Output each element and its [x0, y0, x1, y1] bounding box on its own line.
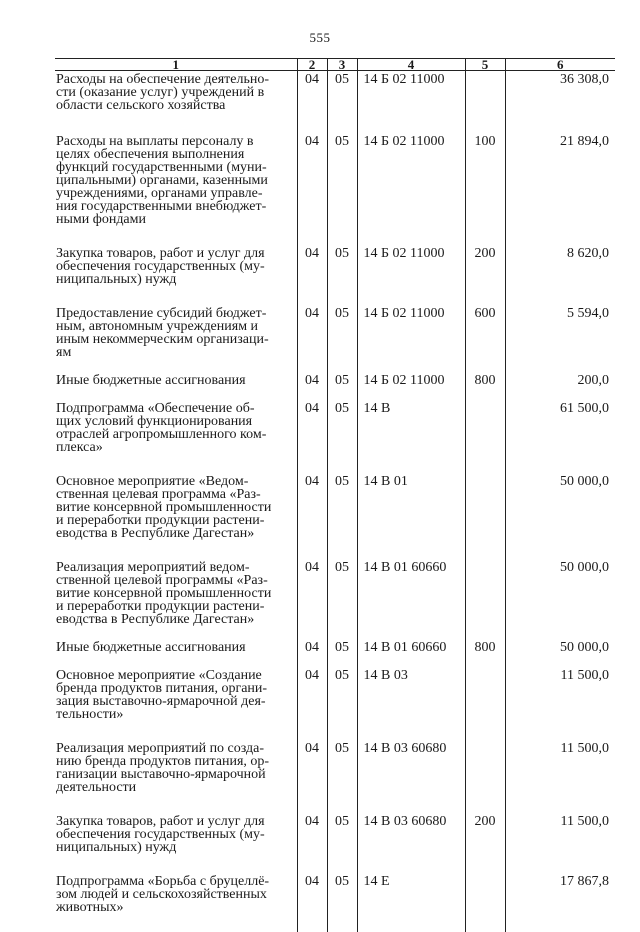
subsection-code-cell: 05 — [327, 794, 357, 854]
section-code-cell: 04 — [297, 359, 327, 387]
section-code-cell: 04 — [297, 794, 327, 854]
expense-type-cell: 600 — [465, 286, 505, 359]
table-row — [55, 794, 615, 854]
target-article-cell: 14 Б 02 11000 — [357, 71, 465, 113]
subsection-code-cell: 05 — [327, 226, 357, 286]
amount-cell: 11 500,0 — [505, 794, 615, 854]
table-row — [55, 654, 615, 721]
subsection-code-cell: 05 — [327, 71, 357, 113]
amount-cell: 50 000,0 — [505, 454, 615, 540]
page-number: 555 — [309, 30, 331, 45]
subsection-code-cell: 05 — [327, 454, 357, 540]
expense-type-cell — [465, 721, 505, 794]
column-header: 6 — [505, 59, 615, 71]
row-name-cell: Подпрограмма «Обеспечение об- щих условий функционирования отраслей агропромышленного ком- плекса» — [56, 401, 267, 455]
subsection-code-cell: 05 — [327, 721, 357, 794]
section-code-cell: 04 — [297, 721, 327, 794]
subsection-code-cell: 05 — [327, 387, 357, 454]
target-article-cell: 14 В 03 60680 — [357, 721, 465, 794]
target-article-cell: 14 Б 02 11000 — [357, 226, 465, 286]
amount-cell: 11 500,0 — [505, 721, 615, 794]
target-article-cell: 14 В — [357, 387, 465, 454]
expense-type-cell: 200 — [465, 226, 505, 286]
target-article-cell: 14 Б 02 11000 — [357, 112, 465, 226]
section-code-cell: 04 — [297, 226, 327, 286]
table-row — [55, 540, 615, 626]
expense-type-cell: 800 — [465, 626, 505, 654]
row-name-cell: Подпрограмма «Борьба с бруцеллё- зом людей и сельскохозяйственных животных» — [56, 874, 270, 915]
target-article-cell: 14 Б 02 11000 — [357, 359, 465, 387]
subsection-code-cell: 05 — [327, 540, 357, 626]
row-name-cell: Иные бюджетные ассигнования — [56, 373, 246, 388]
subsection-code-cell: 05 — [327, 626, 357, 654]
amount-cell: 8 620,0 — [505, 226, 615, 286]
subsection-code-cell: 05 — [327, 286, 357, 359]
table-row — [55, 112, 615, 226]
amount-cell: 200,0 — [505, 359, 615, 387]
amount-cell: 61 500,0 — [505, 387, 615, 454]
column-header: 4 — [357, 59, 465, 71]
row-name-cell: Реализация мероприятий по созда- нию бренда продуктов питания, ор- ганизации выставочно-ярмарочной деятельности — [56, 741, 270, 795]
row-name-cell: Реализация мероприятий ведом- ственной целевой программы «Раз- витие консервной промышленности и переработки продукции растени- еводства в Республике Дагестан» — [56, 560, 272, 627]
expense-type-cell — [465, 387, 505, 454]
amount-cell: 21 894,0 — [505, 112, 615, 226]
table-row — [55, 454, 615, 540]
section-code-cell: 04 — [297, 387, 327, 454]
section-code-cell: 04 — [297, 286, 327, 359]
table-row — [55, 721, 615, 794]
section-code-cell: 04 — [297, 626, 327, 654]
target-article-cell: 14 В 01 60660 — [357, 540, 465, 626]
subsection-code-cell: 05 — [327, 359, 357, 387]
table-row — [55, 71, 615, 113]
section-code-cell: 04 — [297, 654, 327, 721]
table-row — [55, 359, 615, 387]
amount-cell: 11 500,0 — [505, 654, 615, 721]
subsection-code-cell: 05 — [327, 654, 357, 721]
section-code-cell: 04 — [297, 112, 327, 226]
table-row — [55, 286, 615, 359]
expense-type-cell: 200 — [465, 794, 505, 854]
target-article-cell: 14 Е — [357, 854, 465, 932]
row-name-cell: Иные бюджетные ассигнования — [56, 640, 246, 655]
row-name-cell: Основное мероприятие «Создание бренда продуктов питания, органи- зация выставочно-ярмарочной дея- тельности» — [56, 668, 268, 722]
expense-type-cell — [465, 454, 505, 540]
column-header: 2 — [297, 59, 327, 71]
column-header: 5 — [465, 59, 505, 71]
table-row — [55, 854, 615, 932]
row-name-cell: Расходы на выплаты персоналу в целях обеспечения выполнения функций государственными (муни- ципальными) органами, казенными учреждениями, органами управле- ния государственными внебюджет- ными фондами — [56, 134, 268, 227]
row-name-cell: Закупка товаров, работ и услуг для обеспечения государственных (му- ниципальных) нужд — [56, 246, 265, 287]
subsection-code-cell: 05 — [327, 112, 357, 226]
table-row — [55, 387, 615, 454]
section-code-cell: 04 — [297, 454, 327, 540]
expense-type-cell — [465, 540, 505, 626]
section-code-cell: 04 — [297, 540, 327, 626]
table-row — [55, 226, 615, 286]
expense-type-cell: 800 — [465, 359, 505, 387]
table-header-row — [55, 59, 615, 71]
target-article-cell: 14 В 01 60660 — [357, 626, 465, 654]
row-name-cell: Закупка товаров, работ и услуг для обеспечения государственных (му- ниципальных) нужд — [56, 814, 265, 855]
budget-table — [55, 58, 615, 932]
column-header: 3 — [327, 59, 357, 71]
row-name-cell: Основное мероприятие «Ведом- ственная целевая программа «Раз- витие консервной промышленности и переработки продукции растени- еводства в Республике Дагестан» — [56, 474, 272, 541]
target-article-cell: 14 В 03 — [357, 654, 465, 721]
amount-cell: 5 594,0 — [505, 286, 615, 359]
target-article-cell: 14 В 03 60680 — [357, 794, 465, 854]
target-article-cell: 14 В 01 — [357, 454, 465, 540]
section-code-cell: 04 — [297, 71, 327, 113]
table-row — [55, 626, 615, 654]
amount-cell: 36 308,0 — [505, 71, 615, 113]
row-name-cell: Предоставление субсидий бюджет- ным, автономным учреждениям и иным некоммерческим организаци- ям — [56, 306, 269, 360]
target-article-cell: 14 Б 02 11000 — [357, 286, 465, 359]
amount-cell: 50 000,0 — [505, 540, 615, 626]
section-code-cell: 04 — [297, 854, 327, 932]
column-header: 1 — [55, 59, 297, 71]
amount-cell: 50 000,0 — [505, 626, 615, 654]
subsection-code-cell: 05 — [327, 854, 357, 932]
row-name-cell: Расходы на обеспечение деятельно- сти (оказание услуг) учреждений в области сельского хозяйства — [56, 72, 269, 113]
amount-cell: 17 867,8 — [505, 854, 615, 932]
expense-type-cell — [465, 654, 505, 721]
expense-type-cell: 100 — [465, 112, 505, 226]
expense-type-cell — [465, 71, 505, 113]
expense-type-cell — [465, 854, 505, 932]
